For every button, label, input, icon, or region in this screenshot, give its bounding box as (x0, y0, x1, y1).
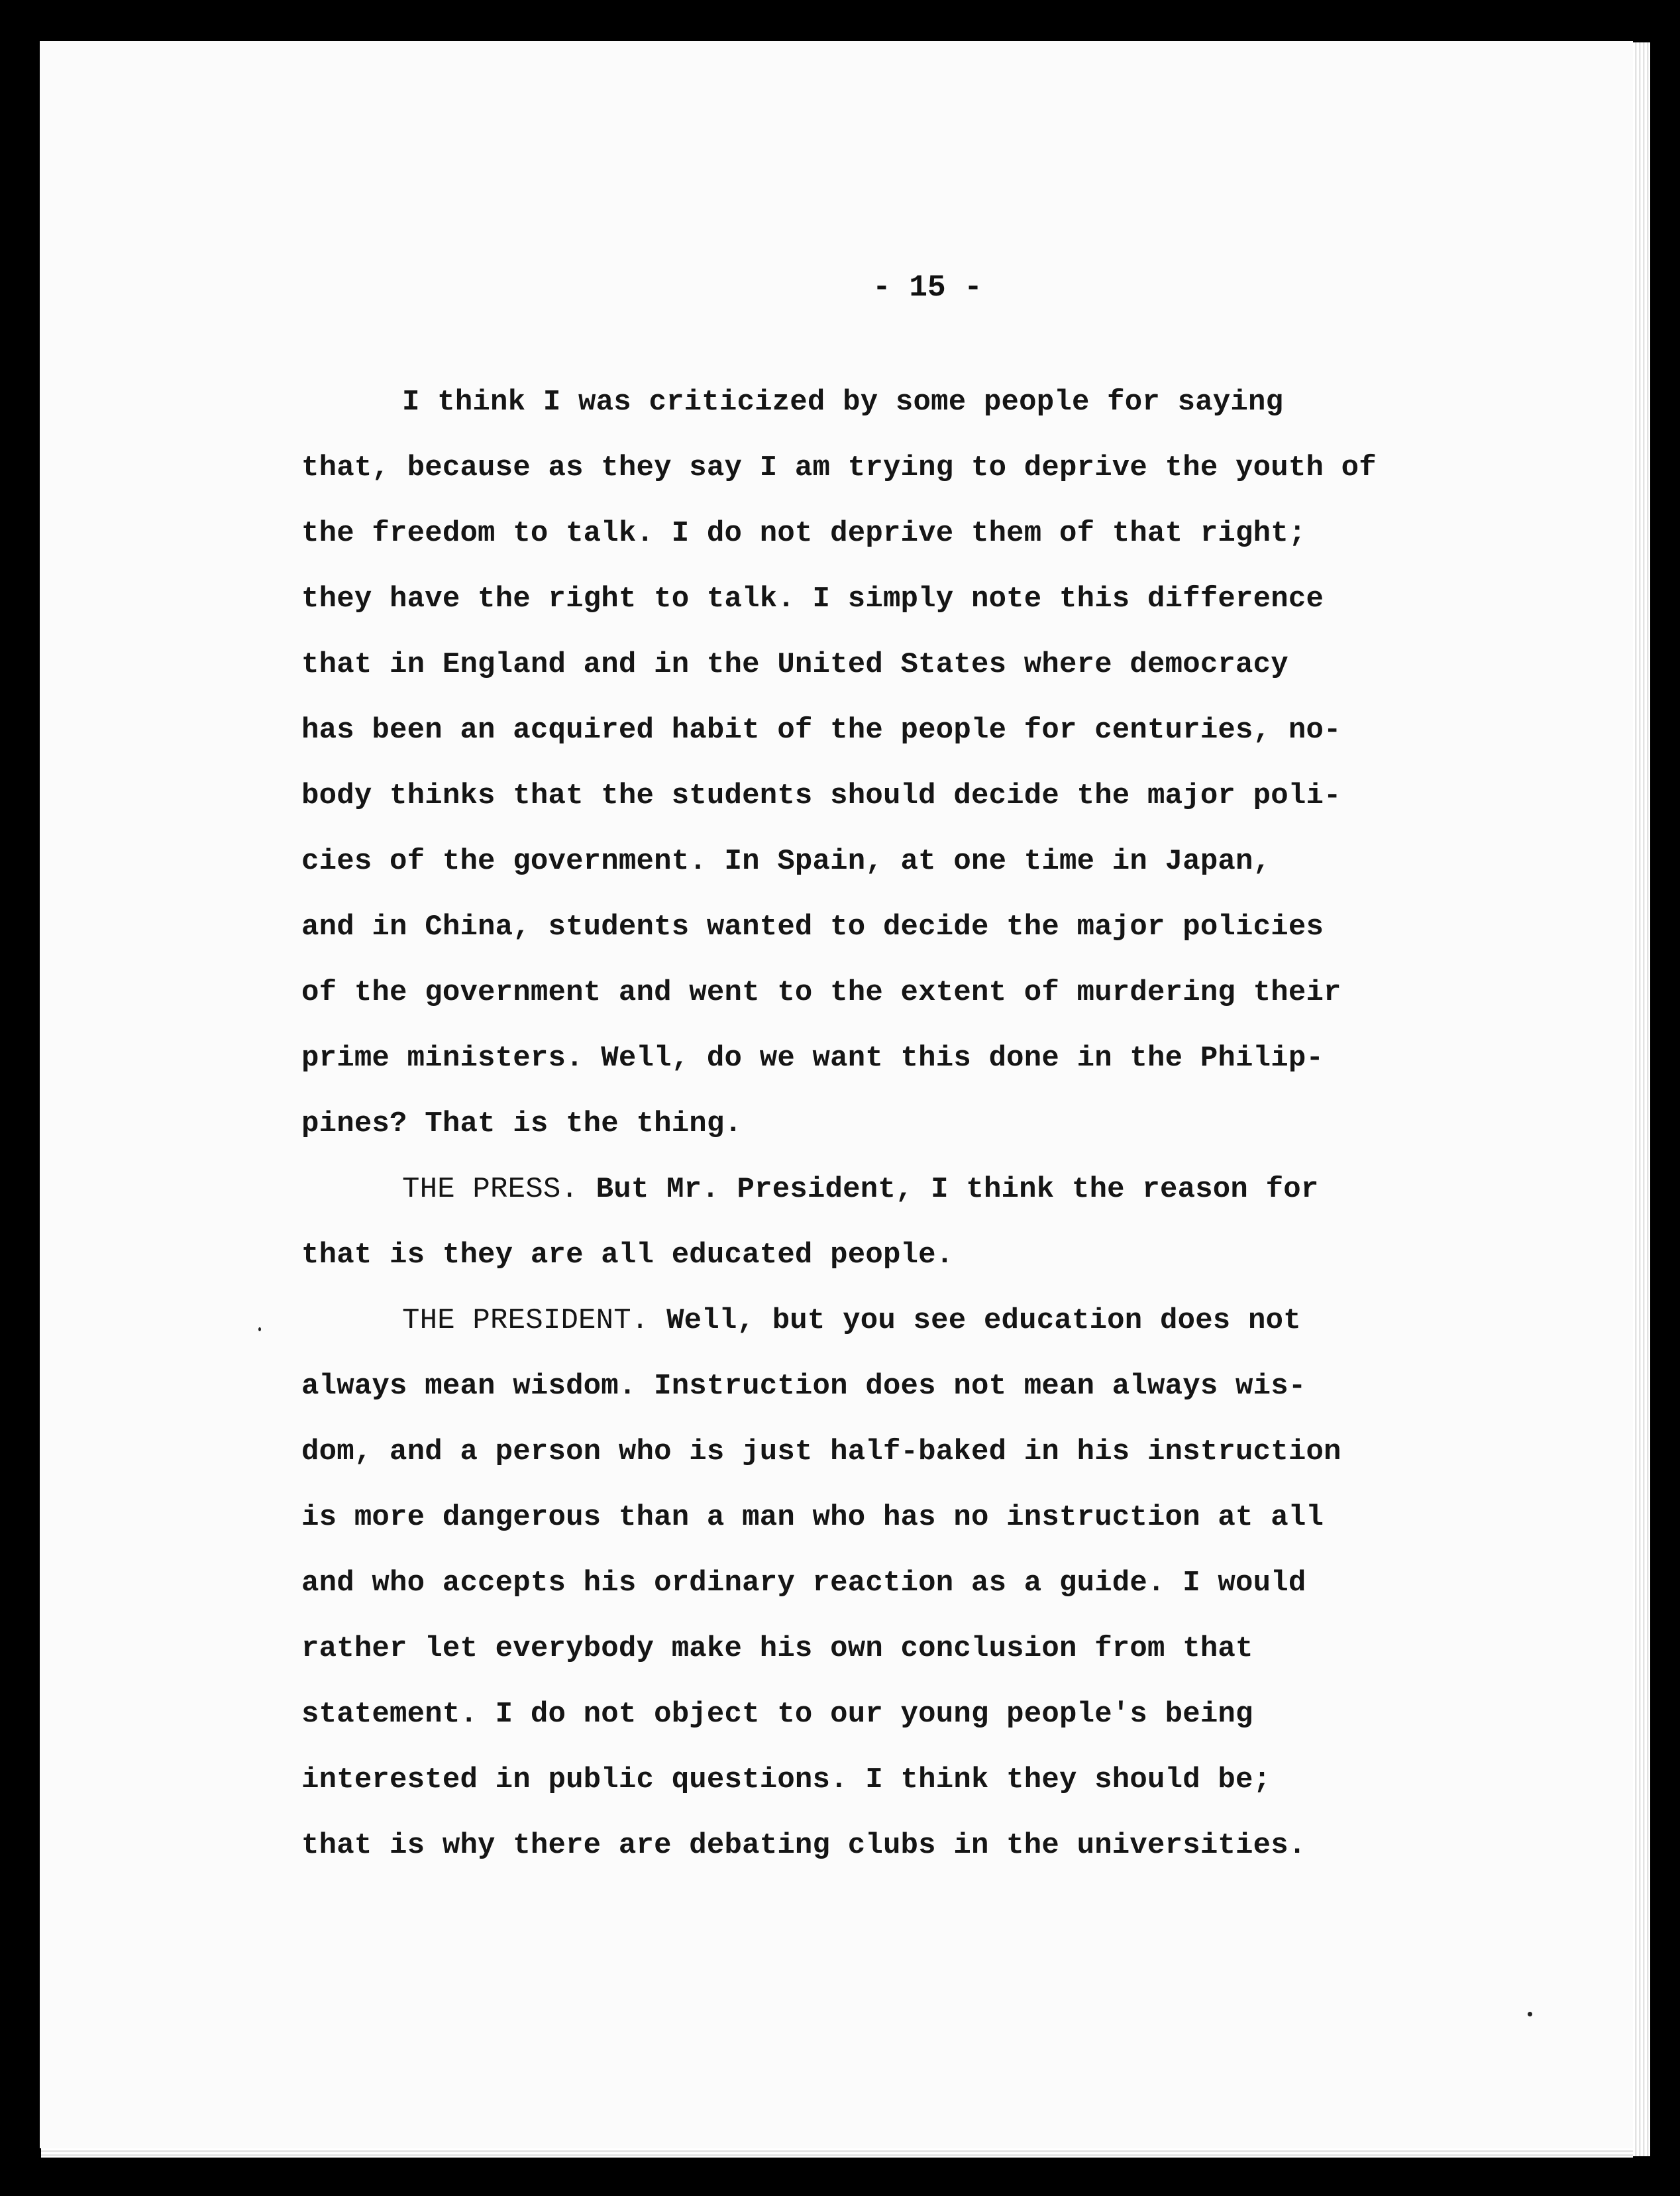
text-line: always mean wisdom. Instruction does not mean always wis- (301, 1370, 1306, 1403)
stacked-pages-edge-right (1633, 42, 1650, 2156)
dialogue-line (301, 1157, 1547, 1223)
text-line: that in England and in the United States where democracy (301, 648, 1288, 681)
text-line: that is they are all educated people. (301, 1238, 954, 1272)
text-line: interested in public questions. I think they should be; (301, 1763, 1271, 1796)
text-line: that is why there are debating clubs in the universities. (301, 1829, 1306, 1862)
text-line: statement. I do not object to our young people's being (301, 1698, 1253, 1731)
text-line: and in China, students wanted to decide the major policies (301, 910, 1324, 944)
typed-text-body (301, 370, 1547, 1879)
text-line: I think I was criticized by some people for saying (402, 386, 1284, 419)
text-line: cies of the government. In Spain, at one time in Japan, (301, 845, 1271, 878)
text-line: the freedom to talk. I do not deprive them of that right; (301, 517, 1306, 550)
text-line: is more dangerous than a man who has no instruction at all (301, 1501, 1324, 1534)
text-line: and who accepts his ordinary reaction as a guide. I would (301, 1566, 1306, 1600)
dialogue-line (301, 1288, 1547, 1354)
scan-speck (258, 1327, 261, 1331)
page-number: - 15 - (872, 270, 982, 305)
dialogue-text: But Mr. President, I think the reason for (578, 1173, 1319, 1206)
text-line: pines? That is the thing. (301, 1107, 743, 1140)
text-line: that, because as they say I am trying to deprive the youth of (301, 451, 1377, 484)
stacked-pages-edge-bottom (41, 2148, 1633, 2158)
text-line: rather let everybody make his own conclusion from that (301, 1632, 1253, 1665)
text-line: of the government and went to the extent of murdering their (301, 976, 1341, 1009)
text-line: they have the right to talk. I simply note this difference (301, 582, 1324, 616)
text-line: body thinks that the students should decide the major poli- (301, 779, 1341, 812)
text-line: has been an acquired habit of the people for centuries, no- (301, 714, 1341, 747)
dialogue-text: Well, but you see education does not (649, 1304, 1301, 1337)
text-line: prime ministers. Well, do we want this done in the Philip- (301, 1042, 1324, 1075)
speaker-label: THE PRESIDENT. (402, 1304, 649, 1337)
speaker-label: THE PRESS. (402, 1173, 579, 1206)
scan-speck (1528, 2012, 1532, 2016)
text-line: dom, and a person who is just half-baked in his instruction (301, 1435, 1341, 1468)
